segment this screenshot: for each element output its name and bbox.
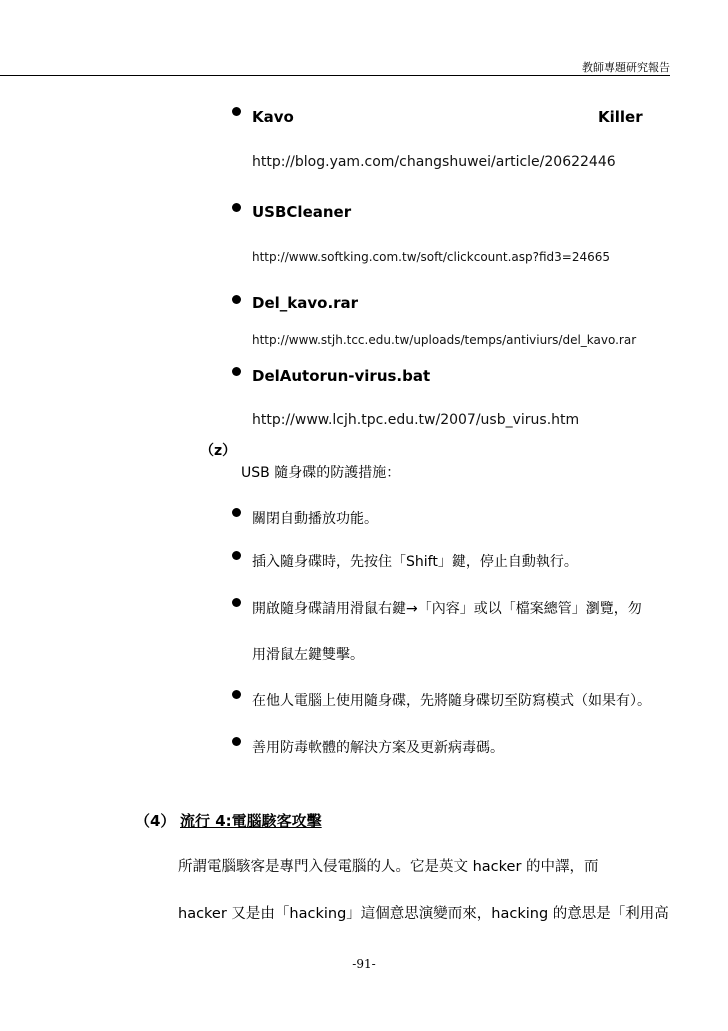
measure-item: 善用防毒軟體的解決方案及更新病毒碼。 [252,740,504,756]
section-marker: （4） [135,812,176,830]
tool-url[interactable]: http://blog.yam.com/changshuwei/article/20622446 [252,154,616,170]
tool-name-killer: Killer [598,108,643,126]
tool-url[interactable]: http://www.stjh.tcc.edu.tw/uploads/temps/antiviurs/del_kavo.rar [252,333,637,347]
tool-name: DelAutorun-virus.bat [252,367,431,385]
tool-name: USBCleaner [252,203,352,221]
bullet-icon [232,551,241,560]
bullet-icon [232,690,241,699]
measure-item: 開啟隨身碟請用滑鼠右鍵→「內容」或以「檔案總管」瀏覽，勿 [252,601,642,617]
paragraph-line: hacker 又是由「hacking」這個意思演變而來，hacking 的意思是「利用高 [178,906,669,922]
subsection-marker: （z） [200,443,237,459]
header-rule [0,75,670,76]
bullet-icon [232,598,241,607]
bullet-icon [232,107,241,116]
page-header: 教師專題研究報告 [582,61,670,74]
tool-name: Del_kavo.rar [252,294,359,312]
measure-item: 插入隨身碟時，先按住「Shift」鍵，停止自動執行。 [252,554,578,570]
bullet-icon [232,203,241,212]
section-title: 流行 4:電腦駭客攻擊 [180,812,322,830]
bullet-icon [232,508,241,517]
tool-url[interactable]: http://www.softking.com.tw/soft/clickcount.asp?fid3=24665 [252,250,611,264]
measure-item: 關閉自動播放功能。 [252,511,378,527]
tool-name-kavo: Kavo [252,108,294,126]
measure-item-continued: 用滑鼠左鍵雙擊。 [252,647,364,663]
paragraph-line: 所謂電腦駭客是專門入侵電腦的人。它是英文 hacker 的中譯，而 [178,859,599,875]
bullet-icon [232,737,241,746]
bullet-icon [232,295,241,304]
subsection-title: USB 隨身碟的防護措施： [241,465,401,481]
measure-item: 在他人電腦上使用隨身碟，先將隨身碟切至防寫模式（如果有）。 [252,693,651,709]
tool-url[interactable]: http://www.lcjh.tpc.edu.tw/2007/usb_virus.htm [252,412,580,428]
bullet-icon [232,367,241,376]
page-number: -91- [352,957,376,971]
